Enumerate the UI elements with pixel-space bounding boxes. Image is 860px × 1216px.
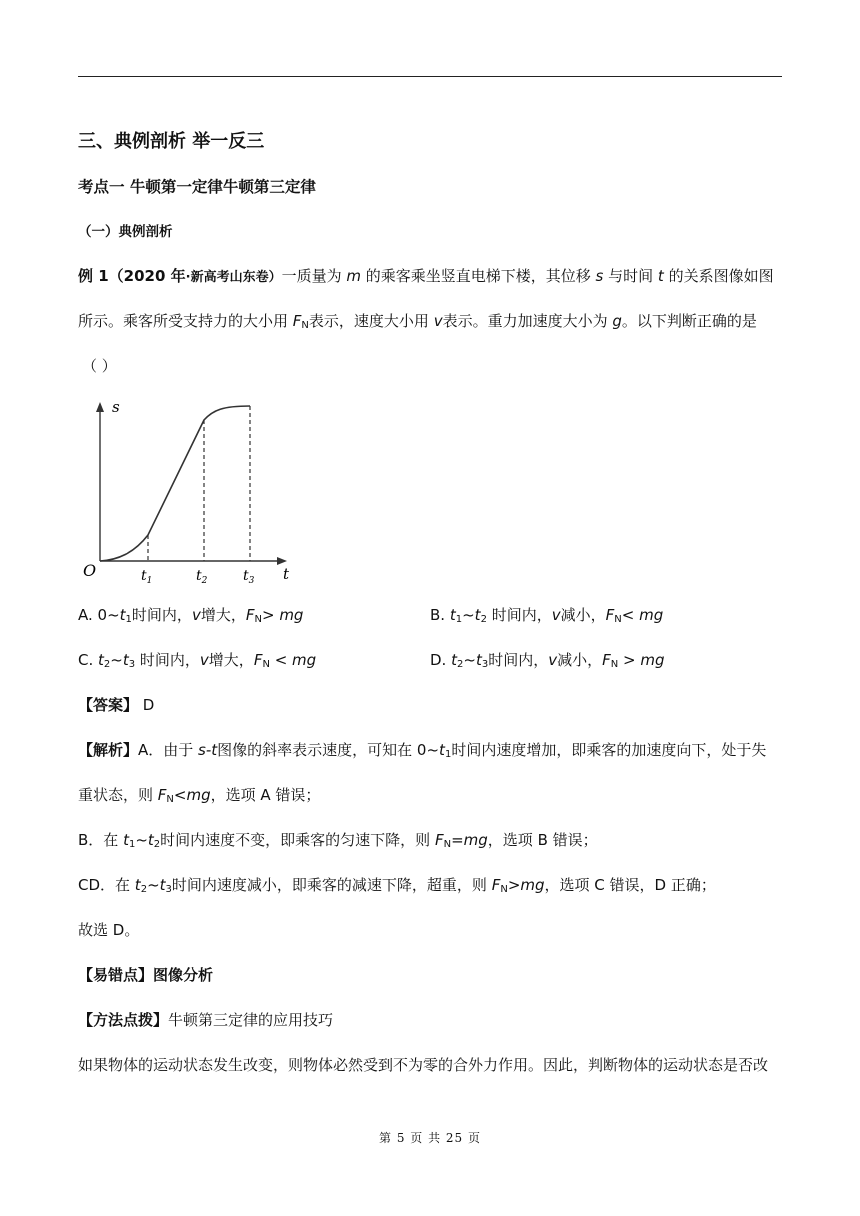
text: 一质量为 — [281, 267, 347, 285]
s-t-curve — [100, 406, 250, 561]
text: 。以下判断正确的是 — [621, 312, 757, 330]
var-g: g — [612, 312, 622, 330]
example-line-2 — [78, 311, 782, 331]
option-c: C. $t_2\sim t_3$ 时间内，v增大，$F_N$ < mg — [78, 651, 317, 670]
analysis-line-3: B．在 $t_1\sim t_2$时间内速度不变，即乘客的匀速下降，则 $F_N=mg$，选项 B 错误； — [78, 831, 598, 850]
tick-label-t3: $t_3$ — [243, 568, 255, 586]
var-m: m — [346, 267, 361, 285]
y-axis-arrow — [96, 402, 104, 412]
subscript: N — [301, 320, 309, 331]
subsection-title: （一）典例剖析 — [78, 224, 173, 240]
method-label: 【方法点拨】 — [78, 1011, 169, 1029]
var-v: v — [433, 312, 443, 330]
analysis-line-2: 重状态，则 $F_N<mg$，选项 A 错误； — [78, 786, 321, 805]
option-d: D. $t_2\sim t_3$时间内，v减小，$F_N$ > mg — [430, 651, 665, 670]
x-axis-arrow — [277, 557, 287, 565]
answer-line — [78, 695, 782, 715]
var-s: s — [595, 267, 604, 285]
section-title: 三、典例剖析 举一反三 — [78, 131, 265, 152]
analysis-line-4: CD．在 $t_2\sim t_3$时间内速度减小，即乘客的减速下降，超重，则 $F_N>mg$，选项 C 错误，D 正确； — [78, 876, 716, 895]
option-b: B. $t_1\sim t_2$ 时间内，v减小，$F_N<$ mg — [430, 606, 664, 625]
example-source: ·新高考山东卷） — [185, 270, 282, 285]
analysis-label: 【解析】 — [78, 741, 139, 759]
s-t-graph — [78, 398, 308, 588]
analysis-line-5: 故选 D。 — [78, 921, 140, 939]
page-number: 5 — [396, 1131, 406, 1145]
analysis-line-1: 【解析】A．由于 s-t图像的斜率表示速度，可知在 $0\sim t_1$时间内速度增加，即乘客的加速度向下，处于失 — [78, 741, 767, 760]
x-axis-label: t — [283, 565, 290, 583]
example-line-1 — [78, 266, 782, 288]
origin-label: O — [83, 561, 97, 580]
var-t: t — [657, 267, 664, 285]
text: 的关系图像如图 — [663, 267, 774, 285]
method-line — [78, 1010, 782, 1030]
topic-title: 考点一 牛顿第一定律牛顿第三定律 — [78, 178, 316, 196]
text: 所示。乘客所受支持力的大小用 — [78, 312, 293, 330]
answer-value: D — [138, 696, 155, 714]
option-a: A. $0\sim t_1$时间内，v增大，$F_N>$ mg — [78, 606, 304, 625]
page-footer: 第 5 页 共 25 页 — [378, 1131, 482, 1145]
header-rule — [78, 76, 782, 77]
text: 表示。重力加速度大小为 — [442, 312, 613, 330]
method-text: 牛顿第三定律的应用技巧 — [168, 1011, 334, 1029]
method-body: 如果物体的运动状态发生改变，则物体必然受到不为零的合外力作用。因此，判断物体的运动状态是否改 — [78, 1056, 769, 1074]
example-label: 例 1（2020 年 — [78, 267, 186, 285]
text: 的乘客乘坐竖直电梯下楼，其位移 — [361, 267, 596, 285]
tick-label-t2: $t_2$ — [196, 568, 208, 586]
var-F: F — [292, 312, 302, 330]
y-axis-label: s — [112, 398, 120, 416]
tick-label-t1: $t_1$ — [141, 568, 153, 586]
answer-label: 【答案】 — [78, 696, 139, 714]
answer-blank: （ ） — [82, 357, 117, 375]
text: 与时间 — [603, 267, 658, 285]
error-point: 【易错点】图像分析 — [78, 966, 214, 984]
text: 表示，速度大小用 — [308, 312, 434, 330]
total-pages: 25 — [445, 1131, 464, 1145]
